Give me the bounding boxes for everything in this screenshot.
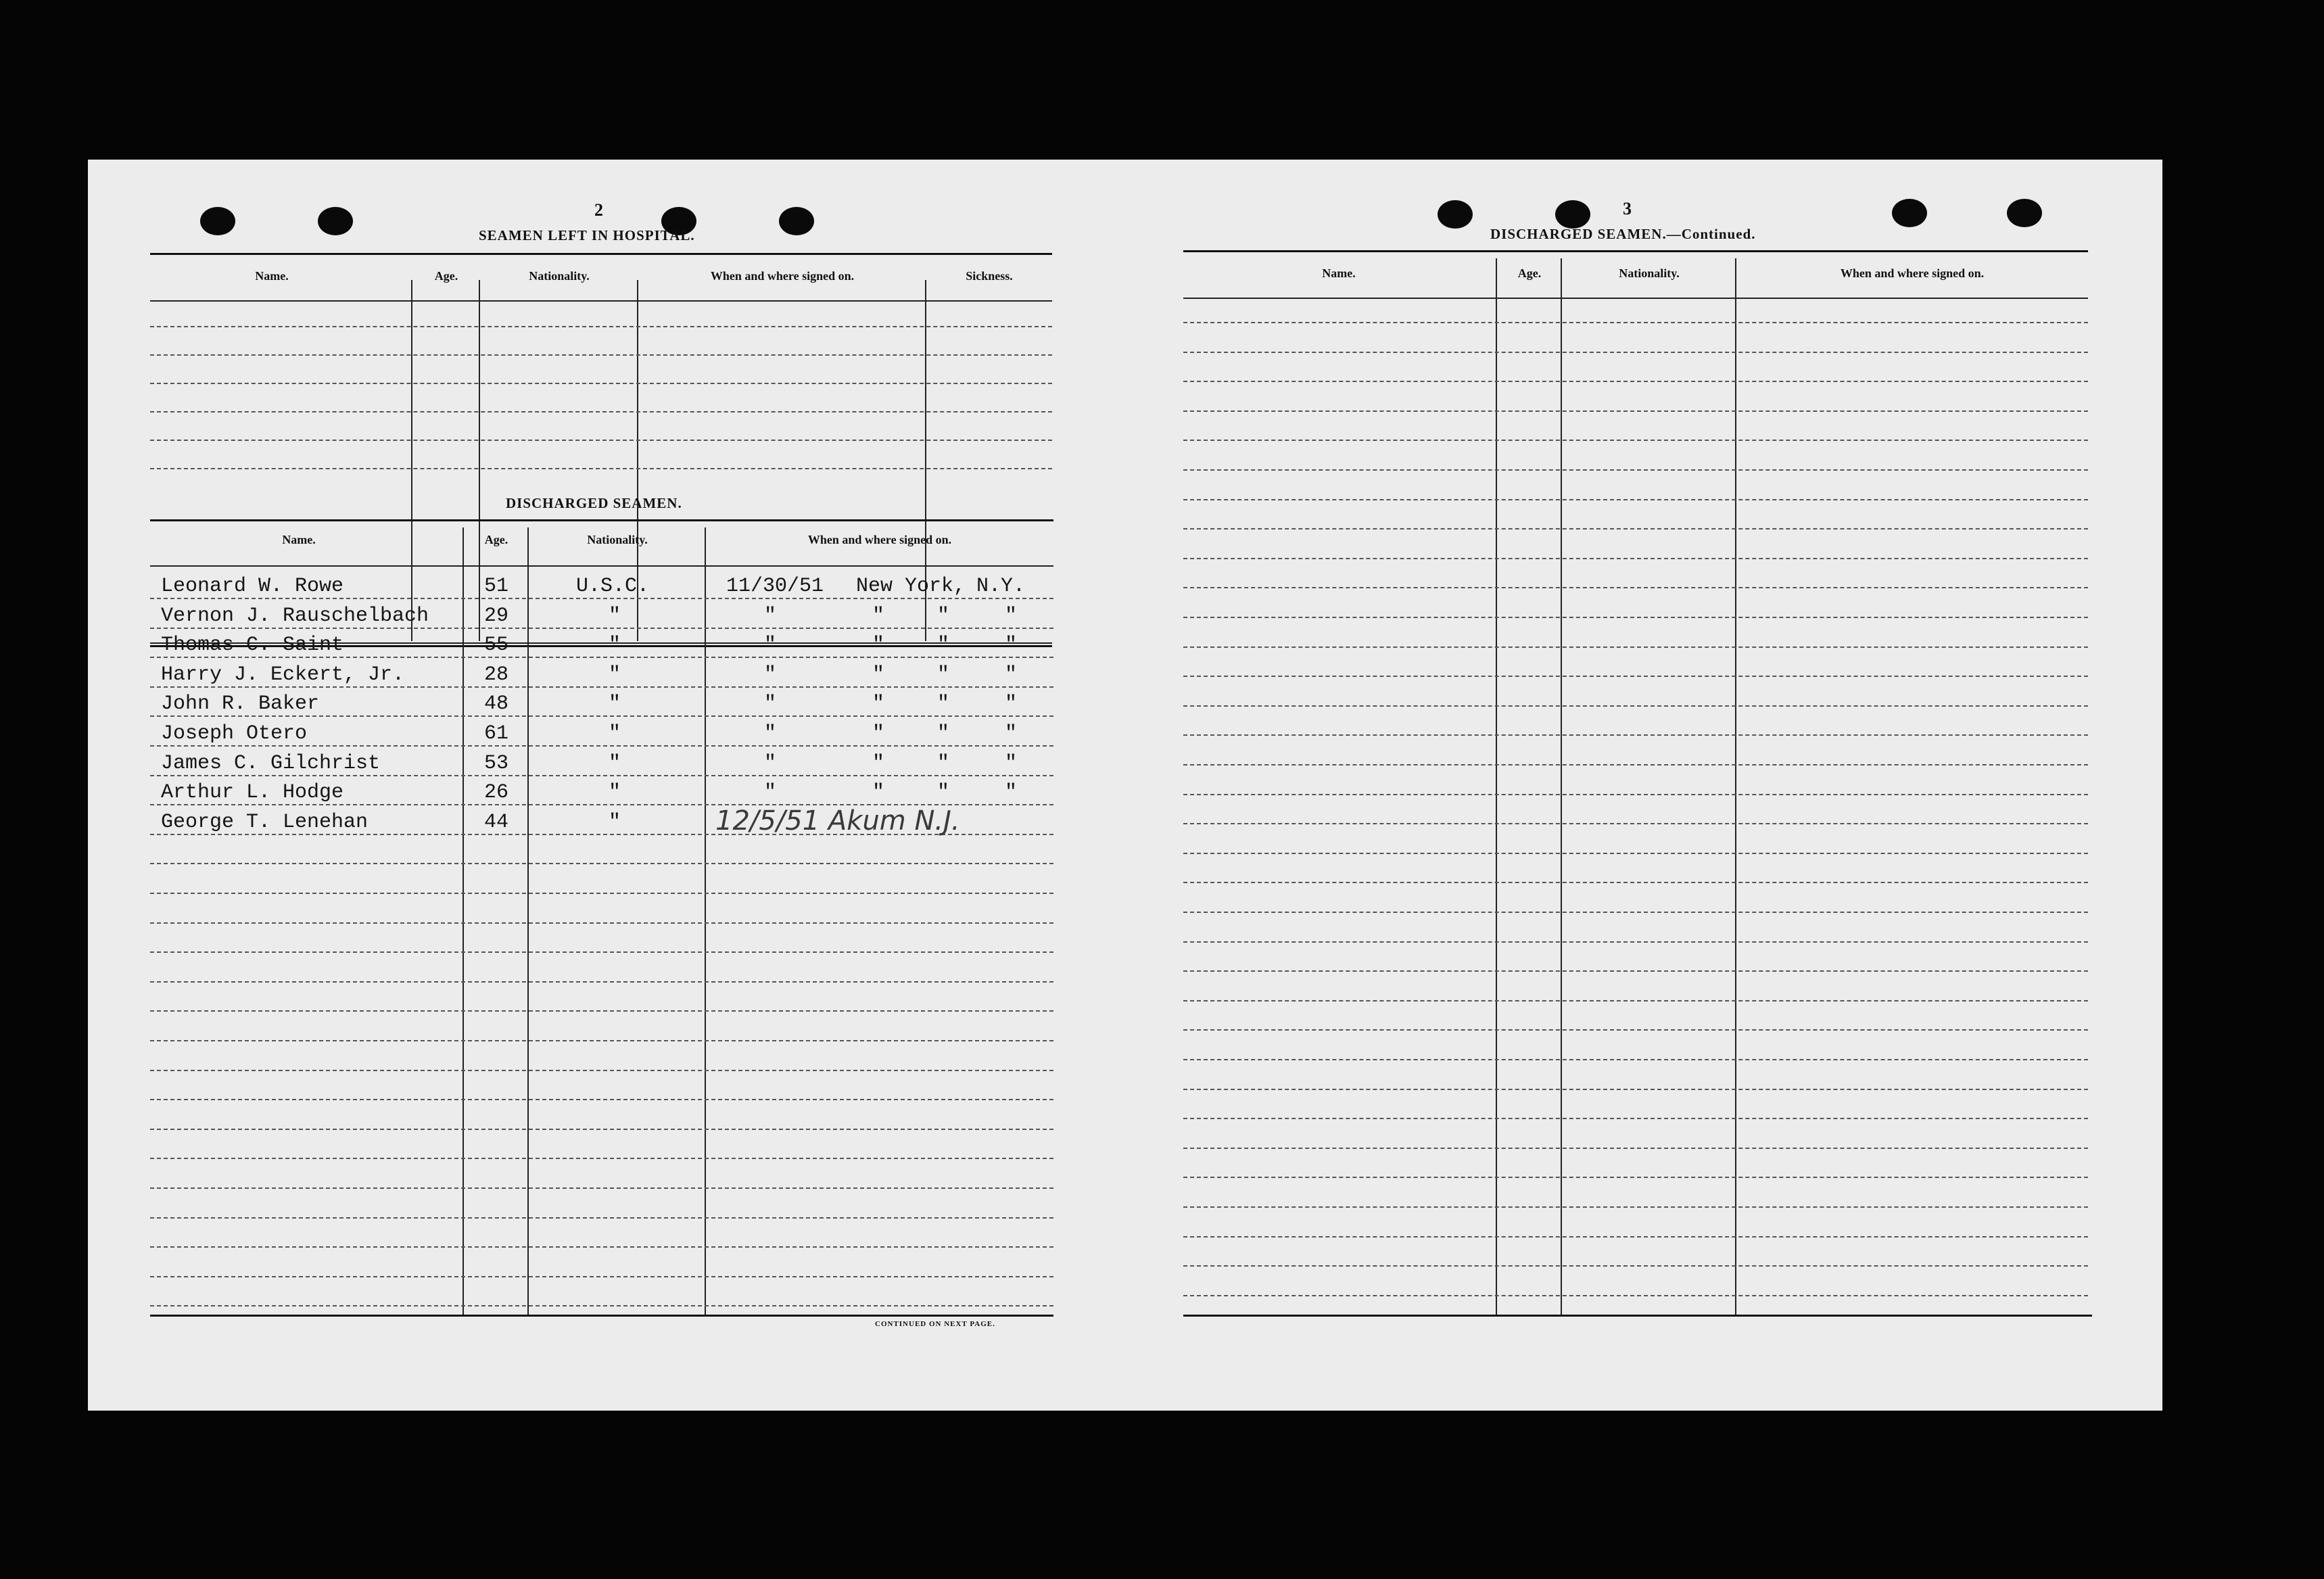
col-header-name: Name. xyxy=(282,533,316,546)
rule-line xyxy=(1183,1000,2088,1001)
rule-line xyxy=(1183,1177,2088,1178)
seaman-age: 28 xyxy=(484,663,509,686)
punch-hole xyxy=(200,207,235,235)
signed-on-date: " xyxy=(764,751,777,775)
signed-on-state: " xyxy=(1005,663,1018,686)
rule-line xyxy=(1183,941,2088,943)
signed-on-place: " xyxy=(872,751,885,775)
rule-line xyxy=(1183,676,2088,677)
rule-line xyxy=(1183,1148,2088,1149)
rule-line xyxy=(1183,1236,2088,1238)
punch-hole xyxy=(2007,199,2042,227)
col-header-signed-on: When and where signed on. xyxy=(1840,266,1985,280)
signed-on-state: N.Y. xyxy=(976,575,1026,598)
rule-line xyxy=(150,922,1053,924)
col-header-age: Age. xyxy=(1517,266,1542,280)
punch-hole xyxy=(1555,200,1590,229)
rule-line xyxy=(150,951,1053,953)
seaman-age: 44 xyxy=(484,810,509,834)
seaman-nationality: " xyxy=(609,692,621,716)
rule-line xyxy=(150,1040,1053,1041)
signed-on-date: " xyxy=(764,663,777,686)
seaman-name: George T. Lenehan xyxy=(161,810,369,834)
seaman-nationality: " xyxy=(609,810,621,834)
signed-on-place: " xyxy=(872,604,885,628)
col-header-nationality: Nationality. xyxy=(529,269,590,283)
rule-line xyxy=(150,411,1052,413)
rule-line xyxy=(1183,381,2088,382)
signed-on-place: " xyxy=(937,751,950,775)
rule-line xyxy=(150,715,1053,717)
seaman-name: Leonard W. Rowe xyxy=(161,575,344,598)
seaman-nationality: " xyxy=(609,604,621,628)
rule-line xyxy=(1183,882,2088,883)
punch-hole xyxy=(1438,200,1473,229)
rule-line xyxy=(150,1099,1053,1100)
rule-line xyxy=(1183,410,2088,412)
signed-on-place: " xyxy=(937,781,950,805)
signed-on-date: " xyxy=(764,604,777,628)
signed-on-state: " xyxy=(1005,781,1018,805)
signed-on-place: " xyxy=(872,634,885,657)
col-header-sickness: Sickness. xyxy=(966,269,1013,283)
rule-line xyxy=(150,598,1053,599)
rule-line xyxy=(1183,440,2088,441)
page-number: 3 xyxy=(1623,199,1632,218)
rule-line xyxy=(1183,823,2088,824)
rule-line xyxy=(1183,1206,2088,1208)
rule-line xyxy=(1183,1265,2088,1267)
seaman-nationality: " xyxy=(609,722,621,745)
seaman-age: 55 xyxy=(484,634,509,657)
punch-hole xyxy=(1892,199,1927,227)
seaman-nationality: " xyxy=(609,663,621,686)
rule-line xyxy=(150,383,1052,384)
signed-on-state: " xyxy=(1005,634,1018,657)
rule-line xyxy=(150,1276,1053,1277)
col-header-age: Age. xyxy=(434,269,458,283)
handwritten-signed-on: 12/5/51 Akum N.J. xyxy=(715,805,960,836)
rule-line xyxy=(1183,1118,2088,1119)
seaman-name: James C. Gilchrist xyxy=(161,751,381,775)
discharged-continued-title: DISCHARGED SEAMEN.—Continued. xyxy=(1490,226,1756,242)
discharged-section-title: DISCHARGED SEAMEN. xyxy=(506,495,682,511)
signed-on-place: " xyxy=(872,692,885,716)
rule-line xyxy=(150,1217,1053,1219)
continued-footer: CONTINUED ON NEXT PAGE. xyxy=(875,1320,995,1328)
seaman-nationality: " xyxy=(609,751,621,775)
seaman-name: Thomas C. Saint xyxy=(161,634,344,657)
signed-on-date: " xyxy=(764,781,777,805)
rule-line xyxy=(150,863,1053,864)
signed-on-place: " xyxy=(937,692,950,716)
rule-line xyxy=(1183,528,2088,529)
rule-line xyxy=(1183,352,2088,353)
col-header-nationality: Nationality. xyxy=(1619,266,1680,280)
seaman-nationality: " xyxy=(609,781,621,805)
rule-line xyxy=(150,1246,1053,1248)
rule-line xyxy=(1183,558,2088,559)
punch-hole xyxy=(779,207,814,235)
signed-on-place: " xyxy=(937,604,950,628)
rule-line xyxy=(1183,1029,2088,1031)
rule-line xyxy=(150,775,1053,776)
rule-line xyxy=(150,326,1052,327)
seaman-name: Vernon J. Rauschelbach xyxy=(161,604,429,628)
col-header-nationality: Nationality. xyxy=(587,533,648,546)
rule-line xyxy=(150,1158,1053,1159)
seaman-age: 26 xyxy=(484,781,509,805)
signed-on-state: " xyxy=(1005,751,1018,775)
signed-on-place: " xyxy=(872,781,885,805)
col-header-name: Name. xyxy=(255,269,289,283)
signed-on-state: " xyxy=(1005,604,1018,628)
document-sheet xyxy=(88,160,2162,1411)
rule-line xyxy=(1183,469,2088,471)
rule-line xyxy=(150,1129,1053,1130)
signed-on-state: " xyxy=(1005,692,1018,716)
rule-line xyxy=(150,1010,1053,1012)
col-header-age: Age. xyxy=(484,533,508,546)
col-header-signed-on: When and where signed on. xyxy=(807,533,952,546)
seaman-age: 53 xyxy=(484,751,509,775)
col-header-signed-on: When and where signed on. xyxy=(710,269,855,283)
rule-line xyxy=(1183,764,2088,765)
rule-line xyxy=(150,628,1053,629)
rule-line xyxy=(150,1305,1053,1306)
page-number: 2 xyxy=(594,200,603,220)
seaman-name: John R. Baker xyxy=(161,692,320,716)
rule-line xyxy=(150,745,1053,747)
col-header-name: Name. xyxy=(1322,266,1356,280)
signed-on-place: " xyxy=(872,663,885,686)
rule-line xyxy=(150,893,1053,894)
signed-on-place: " xyxy=(937,722,950,745)
rule-line xyxy=(150,1070,1053,1071)
seaman-age: 61 xyxy=(484,722,509,745)
rule-line xyxy=(1183,1295,2088,1296)
seaman-nationality: " xyxy=(609,634,621,657)
signed-on-date: 11/30/51 xyxy=(726,575,824,598)
punch-hole xyxy=(318,207,353,235)
rule-line xyxy=(1183,734,2088,736)
rule-line xyxy=(1183,853,2088,854)
rule-line xyxy=(150,354,1052,356)
rule-line xyxy=(150,468,1052,469)
signed-on-state: " xyxy=(1005,722,1018,745)
rule-line xyxy=(1183,587,2088,588)
rule-line xyxy=(1183,322,2088,323)
rule-line xyxy=(1183,794,2088,795)
signed-on-place: " xyxy=(937,634,950,657)
signed-on-place: New York, xyxy=(856,575,966,598)
seaman-age: 51 xyxy=(484,575,509,598)
rule-line xyxy=(1183,1059,2088,1060)
rule-line xyxy=(150,657,1053,658)
seaman-name: Harry J. Eckert, Jr. xyxy=(161,663,405,686)
rule-line xyxy=(1183,705,2088,707)
seaman-nationality: U.S.C. xyxy=(576,575,650,598)
rule-line xyxy=(150,1187,1053,1189)
rule-line xyxy=(1183,646,2088,648)
signed-on-date: " xyxy=(764,692,777,716)
rule-line xyxy=(150,686,1053,688)
rule-line xyxy=(1183,1089,2088,1090)
signed-on-date: " xyxy=(764,722,777,745)
rule-line xyxy=(1183,912,2088,913)
hospital-section-title: SEAMEN LEFT IN HOSPITAL. xyxy=(479,227,695,243)
rule-line xyxy=(1183,499,2088,500)
rule-line xyxy=(150,981,1053,983)
rule-line xyxy=(1183,970,2088,972)
seaman-name: Arthur L. Hodge xyxy=(161,781,344,805)
seaman-name: Joseph Otero xyxy=(161,722,308,745)
seaman-age: 48 xyxy=(484,692,509,716)
rule-line xyxy=(150,440,1052,441)
signed-on-place: " xyxy=(872,722,885,745)
signed-on-date: " xyxy=(764,634,777,657)
seaman-age: 29 xyxy=(484,604,509,628)
rule-line xyxy=(1183,617,2088,618)
signed-on-place: " xyxy=(937,663,950,686)
